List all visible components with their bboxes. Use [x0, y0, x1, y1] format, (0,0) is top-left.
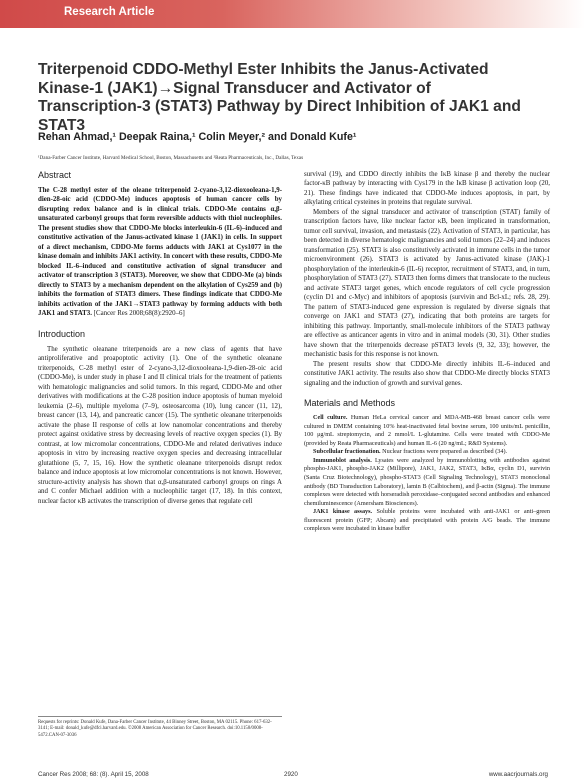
citation: [Cancer Res 2008;68(8):2920–6]: [93, 310, 185, 318]
header-banner: [0, 0, 585, 28]
affiliation: ¹Dana-Farber Cancer Institute, Harvard Medical School, Boston, Massachusetts and ²Reata Pharmaceuticals, Inc., Dallas, Texas: [38, 155, 304, 161]
abstract-text: [38, 186, 282, 319]
introduction-heading: Introduction: [38, 328, 86, 339]
method-cell-culture: Cell culture. Human HeLa cervical cancer and MDA-MB-468 breast cancer cells were cultured in DMEM containing 10% heat-inactivated fetal bovine serum, 100 units/mL penicillin, 100 μg/mL streptomycin, and 2 mmol/L L-glutamine. Cells were treated with CDDO-Me (provided by Reata Pharmaceuticals) and human IL-6 (20 ng/mL; R&D Systems).: [304, 414, 550, 447]
right-column: [304, 170, 550, 534]
left-column: [38, 170, 282, 506]
intro-paragraph-3: The present results show that CDDO-Me directly inhibits IL-6–induced and constitutive JAK1 activity. The results also show that CDDO-Me directly blocks STAT3 signaling and the induction of growth and survival genes.: [304, 360, 550, 387]
reprint-footnote: Requests for reprints: Donald Kufe, Dana-Farber Cancer Institute, 44 Binney Street, Boston, MA 02115. Phone: 617-632-3141; E-mail: donald_kufe@dfci.harvard.edu. ©2008 American Association for Cancer Research. doi:10.1158/0008-5472.CAN-07-3036: [38, 716, 282, 739]
method-fractionation: Subcellular fractionation. Nuclear fractions were prepared as described (34).: [313, 448, 508, 456]
methods-body: [304, 414, 550, 534]
article-title: Triterpenoid CDDO-Methyl Ester Inhibits the Janus-Activated Kinase-1 (JAK1)→Signal Transducer and Activator of Transcription-3 (STAT3) Pathway by Direct Inhibition of JAK1 and STAT3: [38, 61, 521, 134]
banner-label: Research Article: [64, 6, 155, 18]
method-kinase: JAK1 kinase assays. Soluble proteins were incubated with anti-JAK1 or anti–green fluorescent protein (GFP; Abcam) and precipitated with protein A/G beads. The immune complexes were incubated in kinase buffer: [304, 508, 551, 533]
intro-paragraph-2: Members of the signal transducer and activator of transcription (STAT) family of transcription factors have, like nuclear factor κB, been implicated in transformation, tumor cell survival, invasion, and metastasis (22). Activation of STAT3, in particular, has been detected in diverse hematologic malignancies and solid tumors (22–24) and induces transformation (25). STAT3 is also constitutively activated in immune cells in the tumor microenvironment (26). STAT3 is activated by Janus-activated kinase (JAK)-1 phosphorylation of the interleukin-6 (IL-6) receptor, recruitment of STAT3, and, in turn, phosphorylation of STAT3 (27). STAT3 then forms dimers that translocate to the nucleus and activate STAT3 target genes, which encode regulators of cell cycle progression (cyclin D1 and c-Myc) and inhibitors of apoptosis (survivin and Bcl-xL; refs. 28, 29). The pattern of STAT3-induced gene expression is regulated by diverse signals that converge on JAK1 and STAT3 (27), indicating that both proteins are targets for inhibiting this pathway. Importantly, small-molecule inhibitors of the STAT3 pathway are effective as anticancer agents in vitro and in animal models (30, 31). Other studies have shown that the triterpenoids decrease pSTAT3 levels (9, 32, 33); however, the mechanistic basis for this response is not known.: [304, 208, 550, 359]
author-list: Rehan Ahmad,¹ Deepak Raina,¹ Colin Meyer,² and Donald Kufe¹: [38, 131, 357, 143]
abstract-body: The C-28 methyl ester of the oleane triterpenoid 2-cyano-3,12-dioxooleana-1,9-dien-28-oic acid (CDDO-Me) induces apoptosis of human cancer cells by disrupting redox balance and is in clinical trials. CDDO-Me contains α,β-unsaturated carbonyl groups that form reversible adducts with thiol nucleophiles. The present studies show that CDDO-Me blocks interleukin-6 (IL-6)–induced and constitutive activation of the Janus-activated kinase 1 (JAK1) in cells. In support of a direct mechanism, CDDO-Me forms adducts with JAK1 at Cys1077 in the kinase domain and inhibits JAK1 activity. In concert with these results, CDDO-Me blocked IL-6–induced and constitutive activation of signal transducer and activator of transcription 3 (STAT3). Moreover, we show that CDDO-Me (a) binds directly to STAT3 by a mechanism dependent on the alkylation of Cys259 and (b) inhibits the formation of STAT3 dimers. These findings indicate that CDDO-Me inhibits activation of the JAK1→STAT3 pathway by forming adducts with both JAK1 and STAT3.: [38, 187, 282, 318]
abstract-heading: Abstract: [38, 170, 72, 180]
page-number: 2920: [284, 771, 298, 778]
intro-continued: survival (19), and CDDO directly inhibits the IκB kinase β and thereby the nuclear factor-κB pathway by interacting with Cys179 in the IκB kinase β activation loop (20, 21). These findings have indicated that CDDO-Me induces apoptosis, in part, by alkylating critical cysteines in proteins that regulate survival.: [304, 171, 550, 207]
journal-citation: Cancer Res 2008; 68: (8). April 15, 2008: [38, 771, 149, 778]
introduction-paragraph: The synthetic oleanane triterpenoids are a new class of agents that have antiproliferative and proapoptotic activity (1). One of the synthetic oleanane triterpenoids, C-28 methyl ester of 2-cyano-3,12-dioxooleana-1,9-dien-28-oic acid (CDDO-Me), is under study in phase I and II clinical trials for the treatment of patients with hematologic malignancies and solid tumors. In this regard, CDDO-Me and other derivatives with modifications at the C-28 position induce apoptosis of human myeloid leukemia (2–6), multiple myeloma (7–9), osteosarcoma (10), lung cancer (11, 12), breast cancer (13, 14), and pancreatic cancer (15). The synthetic oleanane triterpenoids activate the phase II response of cells at low nanomolar concentrations and thereby protect against oxidative stress by decreasing levels of reactive oxygen species (1). By contrast, at low micromolar concentrations, CDDO-Me and related derivatives induce apoptosis in vitro by increasing reactive oxygen species and decreasing intracellular glutathione (5, 7, 15, 16). How the synthetic oleanane triterpenoids disrupt redox balance and induce apoptosis at low micromolar concentrations is not known. However, structure-activity analysis has shown that α,β-unsaturated carbonyl groups on rings A and C confer Michael addition with a nucleophilic target (17, 18). In this context, nuclear factor κB activates the transcription of diverse genes that regulate cell: [38, 345, 282, 505]
journal-url: www.aacrjournals.org: [488, 771, 548, 778]
method-immunoblot: Immunoblot analysis. Lysates were analyzed by immunoblotting with antibodies against phospho-JAK1, phospho-JAK2 (Millipore), JAK1, JAK2, STAT3, IκBα, cyclin D1, survivin (Santa Cruz Biotechnology), phospho-STAT3 (Cell Signaling Technology), STAT3 monoclonal antibody (BD Transduction Laboratory), lamin B (Calbiochem), and β-actin (Sigma). The immune complexes were detected with horseradish peroxidase–conjugated second antibodies and enhanced chemiluminescence (Amersham Biosciences).: [304, 456, 551, 507]
methods-heading: Materials and Methods: [304, 398, 396, 409]
